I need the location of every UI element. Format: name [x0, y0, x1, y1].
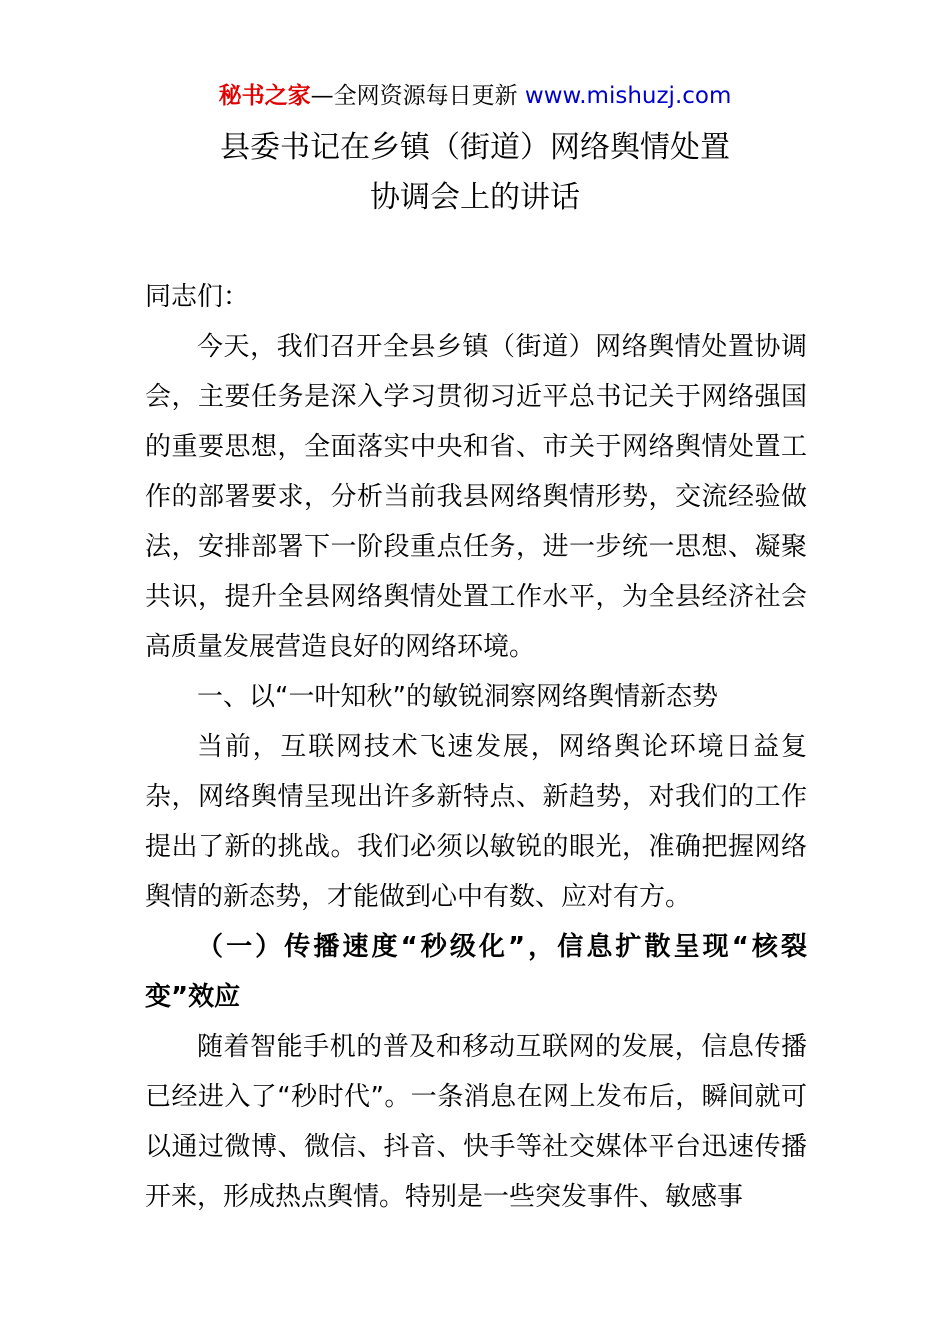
paragraph-situation: 当前，互联网技术飞速发展，网络舆论环境日益复杂，网络舆情呈现出许多新特点、新趋势，对我们的工作提出了新的挑战。我们必须以敏锐的眼光，准确把握网络舆情的新态势，才能做到心中有数、应对有方。	[145, 732, 807, 912]
site-tagline: —全网资源每日更新	[310, 83, 525, 109]
site-url-link[interactable]: www.mishuzj.com	[524, 83, 732, 109]
section-heading: 一、以“一叶知秋”的敏锐洞察网络舆情新态势	[197, 682, 718, 712]
salutation: 同志们：	[145, 282, 250, 312]
site-header	[0, 80, 950, 112]
subsection-heading: （一）传播速度“秒级化”，信息扩散呈现“核裂变”效应	[145, 932, 807, 1012]
paragraph-spread-speed: 随着智能手机的普及和移动互联网的发展，信息传播已经进入了“秒时代”。一条消息在网上发布后，瞬间就可以通过微博、微信、抖音、快手等社交媒体平台迅速传播开来，形成热点舆情。特别是一些突发事件、敏感事	[145, 1032, 807, 1212]
site-brand: 秘书之家	[218, 83, 311, 109]
document-title-line1: 县委书记在乡镇（街道）网络舆情处置	[220, 130, 730, 165]
paragraph-intro: 今天，我们召开全县乡镇（街道）网络舆情处置协调会，主要任务是深入学习贯彻习近平总书记关于网络强国的重要思想，全面落实中央和省、市关于网络舆情处置工作的部署要求，分析当前我县网络舆情形势，交流经验做法，安排部署下一阶段重点任务，进一步统一思想、凝聚共识，提升全县网络舆情处置工作水平，为全县经济社会高质量发展营造良好的网络环境。	[145, 332, 807, 662]
document-body	[145, 272, 807, 1222]
document-title-line2: 协调会上的讲话	[370, 180, 580, 215]
